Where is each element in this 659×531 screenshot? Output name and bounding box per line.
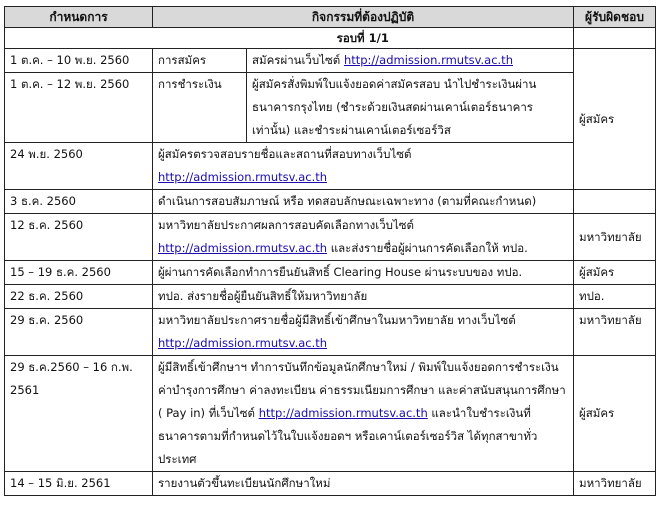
- table-row: [5, 190, 656, 214]
- row-responsible: ทปอ.: [574, 285, 656, 309]
- activity-text: สมัครผ่านเว็บไซต์: [252, 53, 344, 67]
- activity-text-after: และนำใบชำระเงินที่ธนาคารตามที่กำหนดไว้ในใบแจ้งยอดฯ หรือเคาน์เตอร์เซอร์วิส ได้ทุกสาขาทั่วประเทศ: [158, 406, 538, 466]
- row-activity: [153, 356, 574, 472]
- row-activity: [153, 309, 574, 356]
- row-date: 1 ต.ค. – 10 พ.ย. 2560: [5, 49, 153, 73]
- row-activity: [153, 214, 574, 261]
- activity-text: มหาวิทยาลัยประกาศรายชื่อผู้มีสิทธิ์เข้าศึกษาในมหาวิทยาลัย ทางเว็บไซต์: [158, 313, 516, 327]
- row-date: 22 ธ.ค. 2560: [5, 285, 153, 309]
- row-activity: ดำเนินการสอบสัมภาษณ์ หรือ ทดสอบลักษณะเฉพาะทาง (ตามที่คณะกำหนด): [153, 190, 574, 214]
- activity-text: ผู้สมัครตรวจสอบรายชื่อและสถานที่สอบทางเว็บไซต์: [158, 147, 412, 161]
- row-date: 14 – 15 มิ.ย. 2561: [5, 472, 153, 496]
- table-row: [5, 356, 656, 472]
- responsible-merged: ผู้สมัคร: [574, 49, 656, 190]
- row-activity: รายงานตัวขึ้นทะเบียนนักศึกษาใหม่: [153, 472, 574, 496]
- activity-text: มหาวิทยาลัยประกาศผลการสอบคัดเลือกทางเว็บไซต์: [158, 218, 415, 232]
- row-activity: ผู้สมัครสั่งพิมพ์ใบแจ้งยอดค่าสมัครสอบ นำไปชำระเงินผ่านธนาคารกรุงไทย (ชำระด้วยเงินสดผ่านเคาน์เตอร์ธนาคารเท่านั้น) และชำระผ่านเคาน์เตอร์เซอร์วิส: [247, 73, 574, 143]
- activity-text-after: และส่งรายชื่อผู้ผ่านการคัดเลือกให้ ทปอ.: [327, 241, 528, 255]
- admission-link[interactable]: http://admission.rmutsv.ac.th: [158, 170, 328, 184]
- admission-link[interactable]: http://admission.rmutsv.ac.th: [343, 53, 513, 67]
- table-row: [5, 73, 656, 143]
- row-activity: [153, 143, 574, 190]
- schedule-table-wrapper: [4, 6, 655, 496]
- row-label: การสมัคร: [153, 49, 247, 73]
- row-responsible: [574, 190, 656, 214]
- table-row: [5, 472, 656, 496]
- header-responsible: ผู้รับผิดชอบ: [574, 7, 656, 28]
- table-row: [5, 49, 656, 73]
- round-label: รอบที่ 1/1: [153, 28, 574, 49]
- admission-link[interactable]: http://admission.rmutsv.ac.th: [158, 336, 328, 350]
- row-date: 3 ธ.ค. 2560: [5, 190, 153, 214]
- row-activity: ทปอ. ส่งรายชื่อผู้ยืนยันสิทธิ์ให้มหาวิทยาลัย: [153, 285, 574, 309]
- header-schedule: กำหนดการ: [5, 7, 153, 28]
- row-date: 29 ธ.ค. 2560: [5, 309, 153, 356]
- row-responsible: มหาวิทยาลัย: [574, 309, 656, 356]
- row-date: 15 – 19 ธ.ค. 2560: [5, 261, 153, 285]
- row-responsible: มหาวิทยาลัย: [574, 472, 656, 496]
- table-header-row: [5, 7, 656, 28]
- header-activity: กิจกรรมที่ต้องปฏิบัติ: [153, 7, 574, 28]
- row-date: 24 พ.ย. 2560: [5, 143, 153, 190]
- row-activity: [247, 49, 574, 73]
- table-row: [5, 143, 656, 190]
- round-row: [5, 28, 656, 49]
- row-responsible: ผู้สมัคร: [574, 261, 656, 285]
- table-row: [5, 285, 656, 309]
- admission-schedule-table: [4, 6, 656, 496]
- row-date: 1 ต.ค. – 12 พ.ย. 2560: [5, 73, 153, 143]
- row-date: 12 ธ.ค. 2560: [5, 214, 153, 261]
- row-responsible: ผู้สมัคร: [574, 356, 656, 472]
- table-row: [5, 214, 656, 261]
- row-date: 29 ธ.ค.2560 – 16 ก.พ. 2561: [5, 356, 153, 472]
- row-responsible: มหาวิทยาลัย: [574, 214, 656, 261]
- admission-link[interactable]: http://admission.rmutsv.ac.th: [258, 406, 428, 420]
- row-label: การชำระเงิน: [153, 73, 247, 143]
- table-row: [5, 309, 656, 356]
- table-row: [5, 261, 656, 285]
- row-activity: ผู้ผ่านการคัดเลือกทำการยืนยันสิทธิ์ Clearing House ผ่านระบบของ ทปอ.: [153, 261, 574, 285]
- activity-text: ผู้มีสิทธิ์เข้าศึกษาฯ ทำการบันทึกข้อมูลนักศึกษาใหม่ / พิมพ์ใบแจ้งยอดการชำระเงินค่าบำรุงการศึกษา ค่าลงทะเบียน ค่าธรรมเนียมการศึกษา และค่าสนับสนุนการศึกษา ( Pay in) ที่เว็บไซต์: [158, 360, 566, 420]
- admission-link[interactable]: http://admission.rmutsv.ac.th: [158, 241, 328, 255]
